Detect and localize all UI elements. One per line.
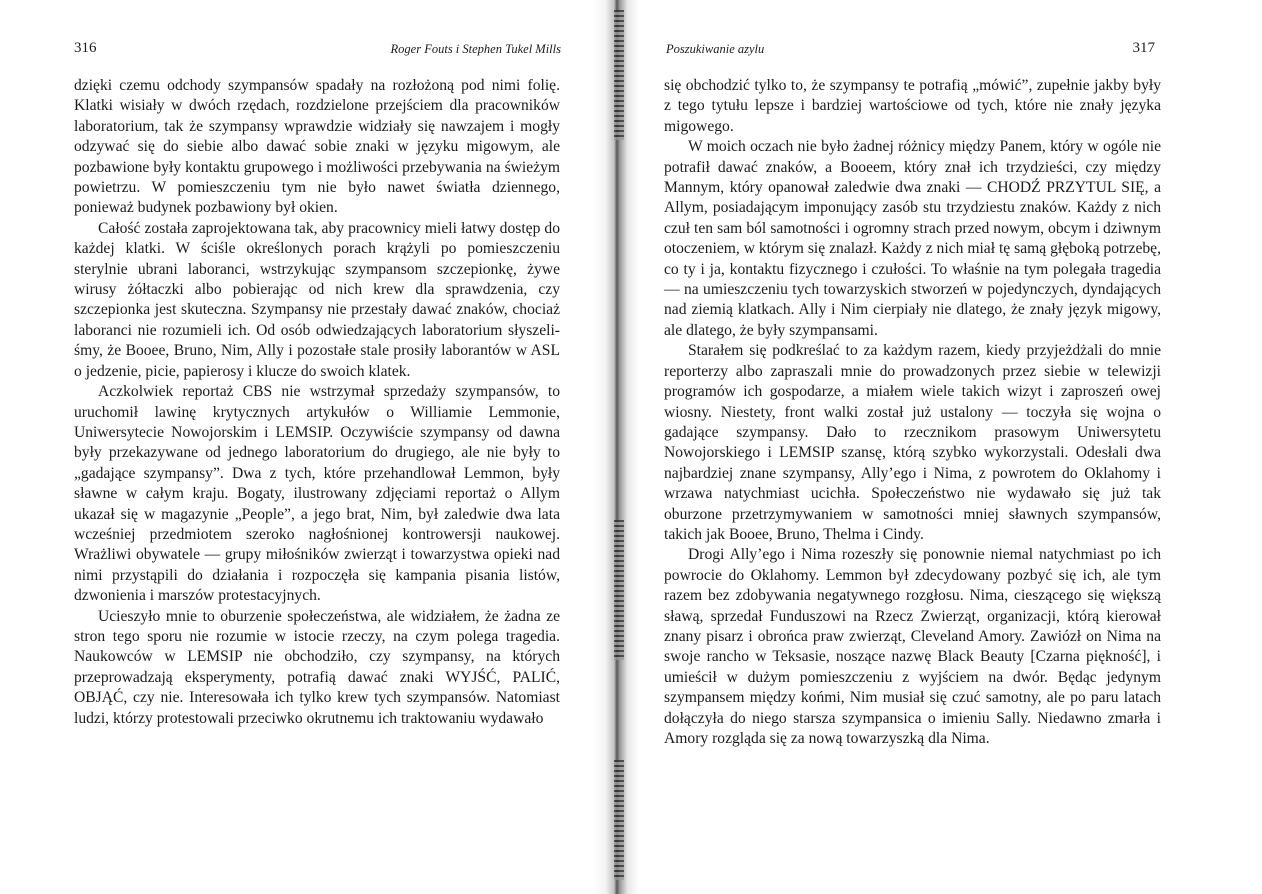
left-paragraph-2: Całość została zaprojektowana tak, aby pracownicy mieli łatwy dostęp do każdej klatki. W ściśle określonych porach krążyli po pomieszczeniu sterylnie ubrani laboranci, wstrzykując szympansom szczepionkę, żywe wirusy żółtaczki albo pobierając od nich krew dla sprawdzenia, czy szczepionka jest skuteczna. Szympansy nie przestały dawać znaków, chociaż laboranci nie rozumieli ich. Od osób odwiedzających laboratorium słyszeliśmy, że Booee, Bruno, Nim, Ally i pozostałe stale prosiły laborantów w ASL o jedzenie, picie, papierosy i klucze do swoich klatek. [74,219,560,380]
left-running-title: Roger Fouts i Stephen Tukel Mills [390,42,561,56]
gutter-scan-noise [614,760,624,880]
right-paragraph-2: W moich oczach nie było żadnej różnicy między Panem, który w ogóle nie potrafił dawać znaków, a Booeem, który znał ich trzydzieści, czy między Mannym, który opanował zaledwie dwa znaki — CHODŹ PRZYTUL SIĘ, a Allym, posiadającym imponujący zasób stu trzydziestu znaków. Każdy z nich czuł ten sam ból samotności i ogromny strach przed nowym, obcym i dziwnym otoczeniem, w którym się znalazł. Każdy z nich miał tę samą głęboką potrzebę, co ty i ja, kontaktu fizycznego i czułości. To właśnie na tym polegała tragedia — na umieszczeniu tych towarzyskich stworzeń w pojedynczych, dyndających nad ziemią klatkach. Ally i Nim cierpiały nie dlatego, że znały język migowy, ale dlatego, że były szympansami. [664,138,1161,339]
right-paragraph-3: Starałem się podkreślać to za każdym razem, kiedy przyjeżdżali do mnie reporterzy albo zapraszali mnie do prowadzonych przez siebie w telewizji programów ich gospodarze, a miałem wiele takich wizyt i zaproszeń owej wiosny. Niestety, front walki został już ustalony — toczyła się wojna o gadające szympansy. Dało to rzecznikom prasowym Uniwersytetu Nowojorskiego i LEMSIP szansę, którą szybko wykorzystali. Odesłali dwa najbardziej znane szympansy, Ally’ego i Nima, z powrotem do Oklahomy i wrzawa natychmiast ucichła. Społeczeństwo nie wydawało się już tak oburzone przetrzymywaniem w samotności mniej sławnych szympansów, takich jak Booee, Bruno, Thelma i Cindy. [664,342,1161,543]
left-paragraph-4: Ucieszyło mnie to oburzenie społeczeństwa, ale widziałem, że żadna ze stron tego sporu nie rozumie w istocie rzeczy, na czym polega tragedia. Naukowców w LEMSIP nie obchodziło, czy szympansy, na których przeprowadzają eksperymenty, potrafią dawać znaki WYJŚĆ, PALIĆ, OBJĄĆ, czy nie. Interesowała ich tylko krew tych szympansów. Natomiast ludzi, którzy protestowali przeciwko okrutnemu ich traktowaniu wydawało [74,607,560,727]
right-body-text [664,76,1161,749]
right-page [640,0,1262,894]
gutter-scan-noise [614,520,624,660]
left-body-text [74,76,560,729]
left-page-number: 316 [74,40,97,56]
right-paragraph-4: Drogi Ally’ego i Nima rozeszły się ponownie niemal natychmiast po ich powrocie do Oklahomy. Lemmon był zdecydowany pozbyć się ich, ale tym razem bez zdobywania negatywnego rozgłosu. Nima, cieszącego się większą sławą, sprzedał Funduszowi na Rzecz Zwierząt, organizacji, którą kierował znany pisarz i obrońca praw zwierząt, Cleveland Amory. Zawiózł on Nima na swoje rancho w Teksasie, noszące nazwę Black Beauty [Czarna piękność], i umieścił w dużym pomieszczeniu z wyjściem na dwór. Będąc jedynym szympansem między końmi, Nim musiał się czuć samotny, ale po paru latach dołączyła do niego starsza szympansica o imieniu Sally. Niedawno zmarła i Amory rozgląda się za nową towarzyszką dla Nima. [664,546,1161,747]
left-page [0,0,600,894]
right-paragraph-1: się obchodzić tylko to, że szympansy te potrafią „mówić”, zupełnie jakby były z tego tytułu lepsze i bardziej wartościowe od tych, które nie znały języka migowego. [664,77,1161,135]
left-paragraph-1: dzięki czemu odchody szympansów spadały na rozłożoną pod nimi folię. Klatki wisiały w dwóch rzędach, rozdzielone przejściem dla pracowników laboratorium, tak że szympansy wprawdzie widziały się nawzajem i mogły odzywać się do siebie albo dawać sobie znaki w języku migowym, ale pozbawione były kontaktu grupowego i możliwości przebywania na świeżym powietrzu. W pomieszczeniu tym nie było nawet światła dziennego, ponieważ budynek pozbawiony był okien. [74,77,560,217]
right-running-title: Poszukiwanie azylu [666,42,765,56]
left-paragraph-3: Aczkolwiek reportaż CBS nie wstrzymał sprzedaży szympansów, to uruchomił lawinę krytycznych artykułów o Williamie Lemmonie, Uniwersytecie Nowojorskim i LEMSIP. Oczywiście szympansy od dawna były przekazywane od jednego laboratorium do drugiego, ale nie były to „gadające szympansy”. Dwa z tych, które przehandlował Lemmon, były sławne w całym kraju. Bogaty, ilustrowany zdjęciami reportaż o Allym ukazał się w magazynie „People”, a jego brat, Nim, był zaledwie dwa lata wcześniej przedmiotem szeroko nagłośnionej kontrowersji naukowej. Wrażliwi obywatele — grupy miłośników zwierząt i towarzystwa opieki nad nimi przystąpili do działania i rozpoczęła się kampania pisania listów, dzwonienia i marszów protestacyjnych. [74,383,560,605]
right-page-number: 317 [1132,40,1155,56]
gutter-scan-noise [614,10,624,140]
